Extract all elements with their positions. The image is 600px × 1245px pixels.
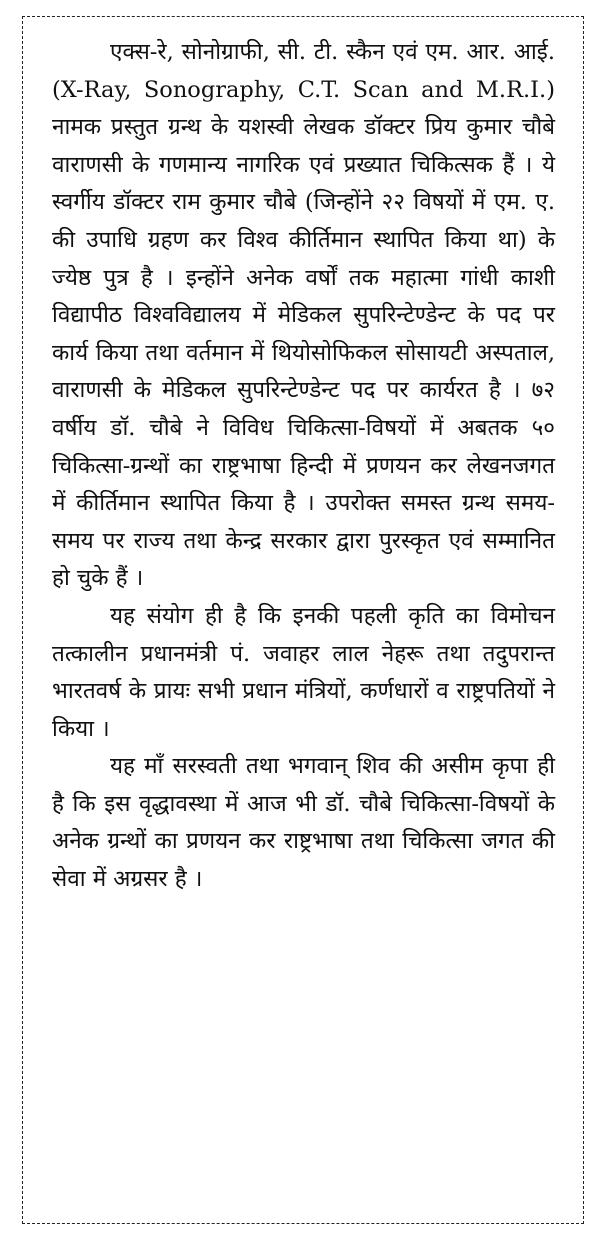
paragraph-blessing: यह माँ सरस्वती तथा भगवान् शिव की असीम कृपा ही है कि इस वृद्धावस्था में आज भी डॉ. चौबे चिकित्सा-विषयों के अनेक ग्रन्थों का प्रणयन कर राष्ट्रभाषा तथा चिकित्सा जगत की सेवा में अग्रसर है । [52, 753, 555, 893]
document-body [52, 34, 555, 899]
paragraph-author-bio: एक्स-रे, सोनोग्राफी, सी. टी. स्कैन एवं एम. आर. आई. (X-Ray, Sonography, C.T. Scan and M.R.I.) नामक प्रस्तुत ग्रन्थ के यशस्वी लेखक डॉक्टर प्रिय कुमार चौबे वाराणसी के गणमान्य नागरिक एवं प्रख्यात चिकित्सक हैं । ये स्वर्गीय डॉक्टर राम कुमार चौबे (जिन्होंने २२ विषयों में एम. ए. की उपाधि ग्रहण कर विश्व कीर्तिमान स्थापित किया था) के ज्येष्ठ पुत्र है । इन्होंने अनेक वर्षों तक महात्मा गांधी काशी विद्यापीठ विश्वविद्यालय में मेडिकल सुपरिन्टेण्डेन्ट के पद पर कार्य किया तथा वर्तमान में थियोसोफिकल सोसायटी अस्पताल, वाराणसी के मेडिकल सुपरिन्टेण्डेन्ट पद पर कार्यरत है । ७२ वर्षीय डॉ. चौबे ने विविध चिकित्सा-विषयों में अबतक ५० चिकित्सा-ग्रन्थों का राष्ट्रभाषा हिन्दी में प्रणयन कर लेखनजगत में कीर्तिमान स्थापित किया है । उपरोक्त समस्त ग्रन्थ समय-समय पर राज्य तथा केन्द्र सरकार द्वारा पुरस्कृत एवं सम्मानित हो चुके हैं । [52, 39, 555, 592]
paragraph-first-release: यह संयोग ही है कि इनकी पहली कृति का विमोचन तत्कालीन प्रधानमंत्री पं. जवाहर लाल नेहरू तथा तदुपरान्त भारतवर्ष के प्रायः सभी प्रधान मंत्रियों, कर्णधारों व राष्ट्रपतियों ने किया । [52, 602, 555, 742]
